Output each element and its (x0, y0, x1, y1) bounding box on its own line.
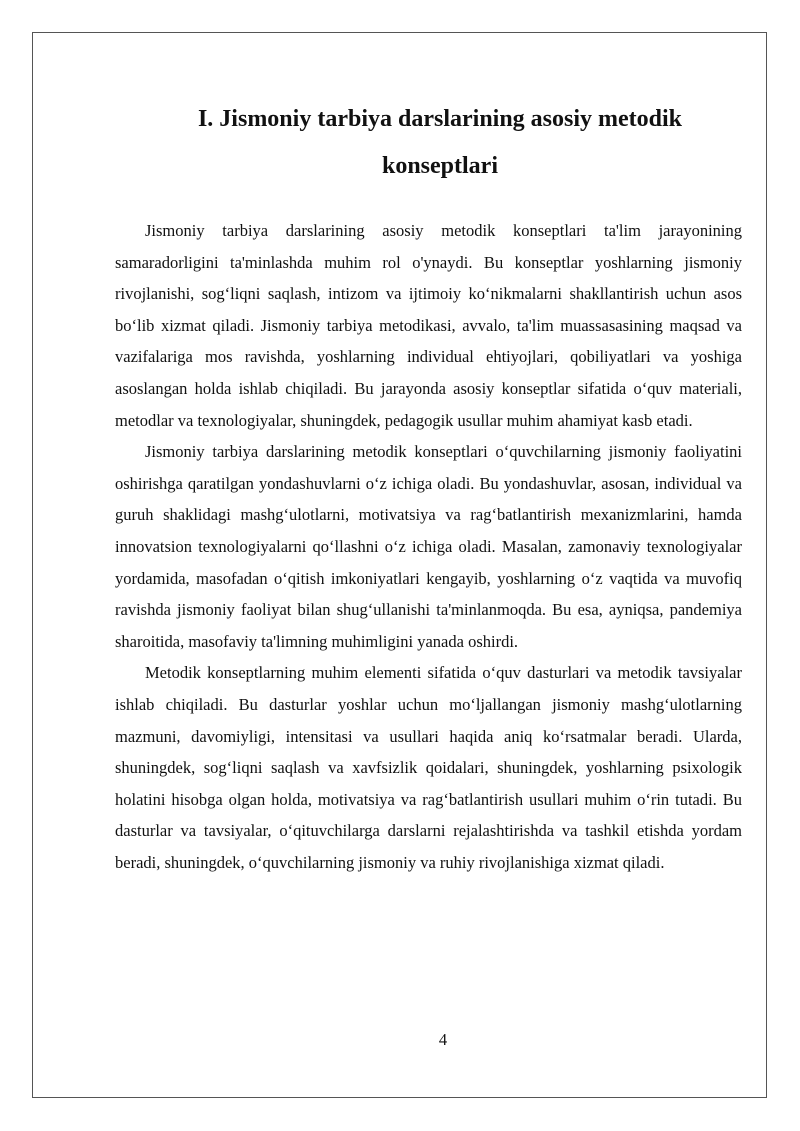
paragraph: Jismoniy tarbiya darslarining metodik konseptlari o‘quvchilarning jismoniy faoliyatini oshirishga qaratilgan yondashuvlarni o‘z ichiga oladi. Bu yondashuvlar, asosan, individual va guruh shaklidagi mashg‘ulotlarni, motivatsiya va rag‘batlantirish mexanizmlarini, hamda innovatsion texnologiyalarni qo‘llashni o‘z ichiga oladi. Masalan, zamonaviy texnologiyalar yordamida, masofadan o‘qitish imkoniyatlari kengayib, yoshlarning o‘z vaqtida va muvofiq ravishda jismoniy faoliyat bilan shug‘ullanishi ta'minlanmoqda. Bu esa, ayniqsa, pandemiya sharoitida, masofaviy ta'limning muhimligini yanada oshirdi. (115, 442, 742, 651)
body-text (115, 215, 742, 878)
paragraph: Metodik konseptlarning muhim elementi sifatida o‘quv dasturlari va metodik tavsiyalar ishlab chiqiladi. Bu dasturlar yoshlar uchun mo‘ljallangan jismoniy mashg‘ulotlarning mazmuni, davomiyligi, intensitasi va usullari haqida aniq ko‘rsatmalar beradi. Ularda, shuningdek, sog‘liqni saqlash va xavfsizlik qoidalari, shuningdek, yoshlarning psixologik holatini hisobga olgan holda, motivatsiya va rag‘batlantirish usullari muhim o‘rin tutadi. Bu dasturlar va tavsiyalar, o‘qituvchilarga darslarni rejalashtirishda va tashkil etishda yordam beradi, shuningdek, o‘quvchilarning jismoniy va ruhiy rivojlanishiga xizmat qiladi. (115, 663, 742, 872)
page-title: I. Jismoniy tarbiya darslarining asosiy metodik konseptlari (197, 106, 683, 179)
page-number: 4 (438, 1030, 448, 1049)
paragraph: Jismoniy tarbiya darslarining asosiy metodik konseptlari ta'lim jarayonining samaradorligini ta'minlashda muhim rol o'ynaydi. Bu konseptlar yoshlarning jismoniy rivojlanishi, sog‘liqni saqlash, intizom va ijtimoiy ko‘nikmalarni shakllantirish uchun asos bo‘lib xizmat qiladi. Jismoniy tarbiya metodikasi, avvalo, ta'lim muassasasining maqsad va vazifalariga mos ravishda, yoshlarning individual ehtiyojlari, qobiliyatlari va yoshiga asoslangan holda ishlab chiqiladi. Bu jarayonda asosiy konseptlar sifatida o‘quv materiali, metodlar va texnologiyalar, shuningdek, pedagogik usullar muhim ahamiyat kasb etadi. (115, 221, 742, 430)
